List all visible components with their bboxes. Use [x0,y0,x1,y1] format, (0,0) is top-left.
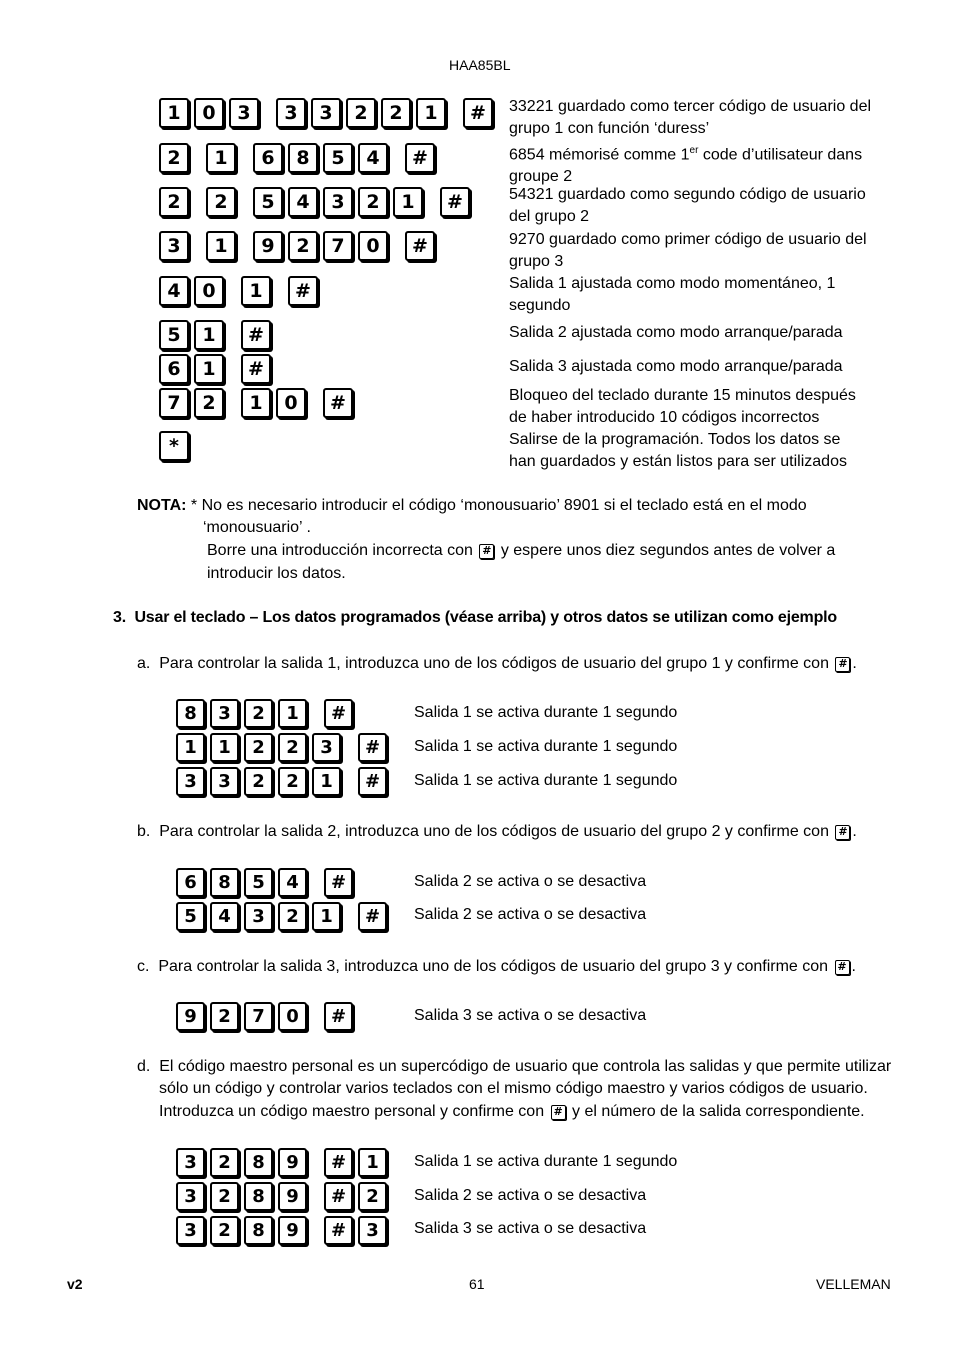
keypad-key-3: 3 [159,231,189,261]
keypad-key-1: 1 [194,320,224,350]
keypad-key-3: 3 [311,98,341,128]
keypad-key-2: 2 [210,1216,239,1245]
prog-keypad-row [159,98,498,128]
keypad-hash-key: # [440,187,470,217]
keypad-key-2: 2 [278,767,307,796]
keypad-hash-key: # [241,320,271,350]
keypad-key-2: 2 [244,699,273,728]
keypad-key-3: 3 [276,98,306,128]
keypad-key-6: 6 [253,143,283,173]
keypad-key-8: 8 [210,868,239,897]
keypad-key-1: 1 [312,767,341,796]
keypad-key-7: 7 [244,1002,273,1031]
keypad-hash-key: # [324,1148,353,1177]
keypad-key-2: 2 [159,187,189,217]
item-d-line-2: sólo un código y controlar varios teclados con el mismo código maestro y varios códigos de usuario. [159,1080,868,1097]
keypad-key-1: 1 [206,231,236,261]
keypad-key-3: 3 [176,1182,205,1211]
keypad-key-1: 1 [278,699,307,728]
keypad-key-2: 2 [159,143,189,173]
keypad-hash-key: # [463,98,493,128]
keypad-key-8: 8 [288,143,318,173]
prog-desc-1: 33221 guardado como tercer código de usuario del grupo 1 con función ‘duress’ [509,98,872,137]
keypad-hash-key: # [324,1182,353,1211]
keypad-key-1: 1 [312,902,341,931]
keypad-key-8: 8 [244,1182,273,1211]
keypad-hash-key: # [324,1002,353,1031]
keypad-key-2: 2 [358,1182,387,1211]
keypad-key-4: 4 [288,187,318,217]
keypad-hash-key: # [358,767,387,796]
keypad-key-1: 1 [194,354,224,384]
hash-key-icon: # [835,960,850,975]
keypad-key-3: 3 [229,98,259,128]
item-b-desc-2: Salida 2 se activa o se desactiva [414,906,647,923]
keypad-key-5: 5 [244,868,273,897]
prog-desc-6: Salida 2 ajustada como modo arranque/parada [509,324,843,341]
keypad-key-9: 9 [278,1148,307,1177]
keypad-hash-key: # [358,902,387,931]
item-d-keypad-row [176,1148,392,1177]
keypad-key-2: 2 [244,733,273,762]
nota-line-2: ‘monousuario’ . [203,519,311,536]
keypad-key-0: 0 [194,98,224,128]
keypad-key-0: 0 [194,276,224,306]
keypad-key-1: 1 [206,143,236,173]
item-b-keypad-row [176,902,392,931]
keypad-key-9: 9 [278,1182,307,1211]
item-b-keypad-row [176,868,358,897]
prog-keypad-row [159,187,475,217]
prog-desc-4: 9270 guardado como primer código de usuario del grupo 3 [509,231,867,270]
keypad-key-1: 1 [416,98,446,128]
item-d-desc-1: Salida 1 se activa durante 1 segundo [414,1153,678,1170]
keypad-key-2: 2 [346,98,376,128]
keypad-hash-key: # [241,354,271,384]
keypad-hash-key: # [405,231,435,261]
keypad-key-9: 9 [176,1002,205,1031]
prog-desc-7: Salida 3 ajustada como modo arranque/parada [509,358,843,375]
keypad-key-2: 2 [278,902,307,931]
keypad-key-3: 3 [210,767,239,796]
keypad-key-1: 1 [210,733,239,762]
item-a-desc-2: Salida 1 se activa durante 1 segundo [414,738,678,755]
keypad-key-6: 6 [159,354,189,384]
keypad-key-3: 3 [358,1216,387,1245]
keypad-key-3: 3 [176,767,205,796]
prog-keypad-row [159,320,276,350]
item-d-line-3: Introduzca un código maestro personal y confirme con # y el número de la salida correspondiente. [159,1103,865,1120]
keypad-key-5: 5 [323,143,353,173]
keypad-key-8: 8 [244,1148,273,1177]
keypad-key-0: 0 [358,231,388,261]
keypad-key-1: 1 [159,98,189,128]
keypad-key-1: 1 [358,1148,387,1177]
keypad-key-4: 4 [278,868,307,897]
keypad-key-2: 2 [278,733,307,762]
keypad-hash-key: # [324,699,353,728]
keypad-key-6: 6 [176,868,205,897]
keypad-key-3: 3 [323,187,353,217]
keypad-key-1: 1 [393,187,423,217]
item-a-keypad-row [176,699,358,728]
hash-key-icon: # [551,1105,566,1120]
keypad-key-2: 2 [210,1182,239,1211]
item-d-keypad-row [176,1182,392,1211]
item-c-desc-1: Salida 3 se activa o se desactiva [414,1007,647,1024]
keypad-key-3: 3 [244,902,273,931]
keypad-key-8: 8 [176,699,205,728]
section-3-heading: 3. Usar el teclado – Los datos programados (véase arriba) y otros datos se utilizan como ejemplo [113,609,837,626]
keypad-key-3: 3 [210,699,239,728]
keypad-key-5: 5 [253,187,283,217]
item-a-keypad-row [176,767,392,796]
keypad-hash-key: # [358,733,387,762]
prog-keypad-row [159,276,323,306]
prog-keypad-row [159,143,440,173]
keypad-key-2: 2 [194,388,224,418]
keypad-key-9: 9 [278,1216,307,1245]
prog-keypad-row [159,231,440,261]
item-b-desc-1: Salida 2 se activa o se desactiva [414,873,647,890]
keypad-key-2: 2 [210,1148,239,1177]
item-a-text: a. Para controlar la salida 1, introduzca uno de los códigos de usuario del grupo 1 y confirme con # . [137,655,857,672]
prog-desc-9: Salirse de la programación. Todos los datos se han guardados y están listos para ser utilizados [509,431,847,470]
header-model: HAA85BL [449,57,511,73]
prog-keypad-row [159,388,358,418]
keypad-key-5: 5 [159,320,189,350]
prog-desc-5: Salida 1 ajustada como modo momentáneo, 1 segundo [509,275,836,314]
keypad-key-2: 2 [381,98,411,128]
item-d-desc-2: Salida 2 se activa o se desactiva [414,1187,647,1204]
footer-page-number: 61 [469,1276,485,1292]
hash-key-icon: # [479,544,494,559]
keypad-key-5: 5 [176,902,205,931]
keypad-hash-key: # [288,276,318,306]
keypad-key-0: 0 [278,1002,307,1031]
nota-line-3: Borre una introducción incorrecta con # y espere unos diez segundos antes de volver a [207,542,836,559]
keypad-key-4: 4 [210,902,239,931]
item-c-text: c. Para controlar la salida 3, introduzca uno de los códigos de usuario del grupo 3 y confirme con # . [137,958,856,975]
keypad-key-1: 1 [241,388,271,418]
item-a-desc-3: Salida 1 se activa durante 1 segundo [414,772,678,789]
item-a-desc-1: Salida 1 se activa durante 1 segundo [414,704,678,721]
keypad-key-3: 3 [176,1216,205,1245]
keypad-key-7: 7 [323,231,353,261]
nota-line-4: introducir los datos. [207,565,346,582]
prog-desc-3: 54321 guardado como segundo código de usuario del grupo 2 [509,186,866,225]
hash-key-icon: # [835,657,850,672]
keypad-key-8: 8 [244,1216,273,1245]
keypad-key-4: 4 [159,276,189,306]
item-b-text: b. Para controlar la salida 2, introduzca uno de los códigos de usuario del grupo 2 y confirme con # . [137,823,857,840]
keypad-hash-key: # [323,388,353,418]
keypad-key-2: 2 [206,187,236,217]
prog-desc-8: Bloqueo del teclado durante 15 minutos después de haber introducido 10 códigos incorrectos [509,387,856,426]
keypad-key-2: 2 [210,1002,239,1031]
footer-brand: VELLEMAN [816,1276,891,1292]
prog-keypad-row [159,431,194,461]
keypad-key-3: 3 [176,1148,205,1177]
keypad-key-1: 1 [176,733,205,762]
item-c-keypad-row [176,1002,358,1031]
item-d-line-1: d. El código maestro personal es un supercódigo de usuario que controla las salidas y que permite utilizar [137,1058,892,1075]
keypad-key-9: 9 [253,231,283,261]
keypad-key-0: 0 [276,388,306,418]
keypad-hash-key: # [405,143,435,173]
prog-keypad-row [159,354,276,384]
keypad-star-key: * [159,431,189,461]
hash-key-icon: # [835,825,850,840]
item-d-desc-3: Salida 3 se activa o se desactiva [414,1220,647,1237]
keypad-hash-key: # [324,1216,353,1245]
keypad-key-7: 7 [159,388,189,418]
footer-version: v2 [67,1276,83,1292]
keypad-key-2: 2 [244,767,273,796]
keypad-key-3: 3 [312,733,341,762]
nota-line-1: NOTA: * No es necesario introducir el código ‘monousuario’ 8901 si el teclado está en el modo [137,497,807,514]
keypad-hash-key: # [324,868,353,897]
keypad-key-2: 2 [358,187,388,217]
keypad-key-4: 4 [358,143,388,173]
item-d-keypad-row [176,1216,392,1245]
keypad-key-1: 1 [241,276,271,306]
item-a-keypad-row [176,733,392,762]
keypad-key-2: 2 [288,231,318,261]
nota-label: NOTA: [137,497,187,514]
prog-desc-2: 6854 mémorisé comme 1er code d’utilisateur dans groupe 2 [509,145,863,186]
